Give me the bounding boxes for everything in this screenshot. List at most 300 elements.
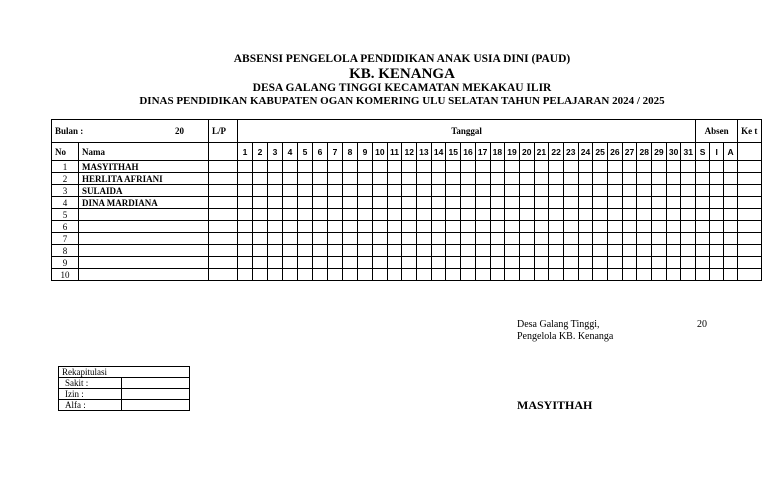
day-cell — [313, 245, 328, 257]
day-cell — [652, 257, 667, 269]
day-cell — [417, 233, 432, 245]
day-cell — [253, 257, 268, 269]
row-number: 7 — [52, 233, 79, 245]
day-cell — [268, 233, 283, 245]
day-cell — [652, 269, 667, 281]
day-cell — [358, 221, 373, 233]
day-cell — [461, 161, 476, 173]
row-name — [79, 245, 209, 257]
day-cell — [608, 269, 623, 281]
day-cell — [298, 209, 313, 221]
day-cell — [298, 161, 313, 173]
row-lp-cell — [209, 173, 238, 185]
day-cell — [238, 209, 253, 221]
day-cell — [373, 221, 388, 233]
row-lp-cell — [209, 257, 238, 269]
day-cell — [461, 269, 476, 281]
row-number: 2 — [52, 173, 79, 185]
day-cell — [666, 233, 681, 245]
day-cell — [549, 269, 564, 281]
day-cell — [563, 269, 578, 281]
day-cell — [343, 209, 358, 221]
day-cell — [238, 233, 253, 245]
day-cell — [402, 173, 417, 185]
day-cell — [608, 245, 623, 257]
day-cell — [431, 245, 446, 257]
row-name: MASYITHAH — [79, 161, 209, 173]
day-cell — [622, 173, 637, 185]
day-cell — [283, 257, 298, 269]
day-header-27: 27 — [622, 143, 637, 161]
absen-header: Absen — [696, 120, 738, 143]
ket-cell — [738, 257, 762, 269]
day-cell — [608, 173, 623, 185]
title-line-1: ABSENSI PENGELOLA PENDIDIKAN ANAK USIA DINI (PAUD) — [233, 53, 571, 65]
day-cell — [298, 245, 313, 257]
day-cell — [475, 197, 490, 209]
day-cell — [563, 173, 578, 185]
day-cell — [446, 233, 461, 245]
ket-cell — [738, 269, 762, 281]
day-cell — [313, 233, 328, 245]
day-cell — [519, 173, 534, 185]
day-cell — [253, 233, 268, 245]
day-cell — [343, 185, 358, 197]
day-header-21: 21 — [534, 143, 549, 161]
day-cell — [593, 185, 608, 197]
absen-cell — [724, 197, 738, 209]
absen-cell — [710, 185, 724, 197]
day-cell — [446, 209, 461, 221]
day-cell — [431, 269, 446, 281]
day-cell — [652, 161, 667, 173]
day-cell — [534, 257, 549, 269]
row-number: 4 — [52, 197, 79, 209]
day-cell — [298, 221, 313, 233]
day-cell — [505, 197, 520, 209]
day-cell — [549, 221, 564, 233]
day-cell — [268, 209, 283, 221]
day-cell — [608, 161, 623, 173]
day-cell — [578, 161, 593, 173]
day-cell — [298, 257, 313, 269]
day-cell — [490, 257, 505, 269]
absen-cell — [710, 209, 724, 221]
day-cell — [238, 197, 253, 209]
day-cell — [505, 161, 520, 173]
row-number: 6 — [52, 221, 79, 233]
day-cell — [431, 173, 446, 185]
day-cell — [253, 221, 268, 233]
day-cell — [652, 185, 667, 197]
day-cell — [402, 269, 417, 281]
day-cell — [431, 185, 446, 197]
day-cell — [283, 209, 298, 221]
day-cell — [373, 161, 388, 173]
row-number: 8 — [52, 245, 79, 257]
day-cell — [666, 221, 681, 233]
day-cell — [417, 197, 432, 209]
absen-cell — [696, 233, 710, 245]
day-cell — [563, 209, 578, 221]
row-number: 10 — [52, 269, 79, 281]
day-cell — [373, 245, 388, 257]
day-cell — [417, 185, 432, 197]
day-cell — [622, 197, 637, 209]
day-cell — [681, 173, 696, 185]
day-cell — [461, 185, 476, 197]
day-cell — [373, 257, 388, 269]
day-cell — [283, 245, 298, 257]
day-cell — [343, 161, 358, 173]
day-cell — [343, 269, 358, 281]
day-cell — [387, 173, 402, 185]
day-cell — [505, 209, 520, 221]
day-cell — [505, 221, 520, 233]
day-cell — [343, 257, 358, 269]
day-cell — [681, 197, 696, 209]
absen-cell — [710, 173, 724, 185]
day-cell — [608, 221, 623, 233]
no-header: No — [52, 143, 79, 161]
day-cell — [461, 173, 476, 185]
day-cell — [313, 269, 328, 281]
day-cell — [387, 257, 402, 269]
row-name: SULAIDA — [79, 185, 209, 197]
day-cell — [313, 185, 328, 197]
rekap-row — [59, 378, 190, 389]
day-cell — [475, 161, 490, 173]
lp-header: L/P — [209, 120, 238, 143]
signature-place: Desa Galang Tinggi, — [517, 319, 600, 330]
day-header-4: 4 — [283, 143, 298, 161]
day-cell — [490, 161, 505, 173]
bulan-cell — [52, 120, 209, 143]
day-cell — [402, 233, 417, 245]
day-cell — [549, 197, 564, 209]
day-cell — [313, 197, 328, 209]
day-cell — [608, 197, 623, 209]
day-cell — [431, 221, 446, 233]
day-cell — [343, 233, 358, 245]
day-cell — [563, 185, 578, 197]
day-cell — [268, 257, 283, 269]
day-cell — [446, 221, 461, 233]
day-cell — [387, 269, 402, 281]
day-cell — [475, 209, 490, 221]
day-cell — [637, 233, 652, 245]
day-cell — [328, 185, 343, 197]
absen-cell — [696, 209, 710, 221]
day-cell — [253, 173, 268, 185]
day-cell — [637, 257, 652, 269]
day-cell — [490, 233, 505, 245]
day-cell — [461, 245, 476, 257]
rekap-item-value — [122, 400, 190, 411]
day-cell — [652, 197, 667, 209]
day-cell — [534, 197, 549, 209]
day-cell — [490, 269, 505, 281]
day-cell — [490, 245, 505, 257]
day-cell — [505, 257, 520, 269]
ket-cell — [738, 173, 762, 185]
day-cell — [578, 257, 593, 269]
day-cell — [490, 209, 505, 221]
day-cell — [608, 209, 623, 221]
ket-cell — [738, 161, 762, 173]
row-lp-cell — [209, 245, 238, 257]
day-cell — [446, 161, 461, 173]
day-header-28: 28 — [637, 143, 652, 161]
day-cell — [475, 269, 490, 281]
day-header-23: 23 — [563, 143, 578, 161]
day-cell — [431, 209, 446, 221]
day-cell — [328, 161, 343, 173]
day-cell — [298, 197, 313, 209]
row-name — [79, 209, 209, 221]
day-cell — [461, 221, 476, 233]
row-lp-cell — [209, 161, 238, 173]
day-cell — [402, 185, 417, 197]
table-row — [52, 269, 762, 281]
table-row — [52, 197, 762, 209]
day-cell — [608, 233, 623, 245]
day-cell — [549, 161, 564, 173]
day-cell — [358, 257, 373, 269]
day-cell — [373, 209, 388, 221]
day-cell — [402, 221, 417, 233]
day-cell — [593, 161, 608, 173]
day-cell — [446, 257, 461, 269]
day-cell — [622, 221, 637, 233]
day-cell — [622, 185, 637, 197]
day-cell — [343, 245, 358, 257]
day-cell — [519, 185, 534, 197]
day-cell — [238, 245, 253, 257]
day-cell — [298, 269, 313, 281]
day-cell — [505, 173, 520, 185]
absen-cell — [710, 221, 724, 233]
day-cell — [534, 161, 549, 173]
rekap-row — [59, 400, 190, 411]
day-cell — [461, 197, 476, 209]
absen-cell — [696, 245, 710, 257]
day-cell — [563, 233, 578, 245]
day-cell — [519, 209, 534, 221]
rekap-title: Rekapitulasi — [59, 367, 190, 378]
day-cell — [358, 245, 373, 257]
day-cell — [298, 233, 313, 245]
day-cell — [578, 233, 593, 245]
day-cell — [578, 221, 593, 233]
row-number: 9 — [52, 257, 79, 269]
nama-header: Nama — [79, 143, 209, 161]
table-row — [52, 233, 762, 245]
day-cell — [505, 233, 520, 245]
day-cell — [593, 245, 608, 257]
day-cell — [253, 197, 268, 209]
absen-cell — [724, 245, 738, 257]
ket-sub-cell — [738, 143, 762, 161]
day-cell — [475, 185, 490, 197]
day-cell — [268, 161, 283, 173]
day-cell — [431, 197, 446, 209]
bulan-year: 20 — [175, 126, 184, 136]
day-cell — [534, 245, 549, 257]
day-cell — [519, 233, 534, 245]
row-lp-cell — [209, 185, 238, 197]
absen-code-a: A — [724, 143, 738, 161]
day-cell — [475, 257, 490, 269]
day-cell — [313, 161, 328, 173]
day-cell — [283, 233, 298, 245]
day-cell — [681, 245, 696, 257]
day-header-12: 12 — [402, 143, 417, 161]
ket-cell — [738, 197, 762, 209]
day-cell — [534, 221, 549, 233]
absen-cell — [710, 161, 724, 173]
day-cell — [402, 197, 417, 209]
table-row — [52, 173, 762, 185]
day-header-9: 9 — [358, 143, 373, 161]
absen-cell — [724, 221, 738, 233]
day-cell — [578, 185, 593, 197]
day-cell — [417, 269, 432, 281]
day-cell — [652, 221, 667, 233]
day-cell — [402, 161, 417, 173]
row-lp-cell — [209, 209, 238, 221]
day-cell — [549, 245, 564, 257]
ket-cell — [738, 233, 762, 245]
day-cell — [402, 209, 417, 221]
day-cell — [490, 173, 505, 185]
day-cell — [298, 185, 313, 197]
day-cell — [358, 197, 373, 209]
day-cell — [578, 269, 593, 281]
day-header-19: 19 — [505, 143, 520, 161]
day-cell — [417, 221, 432, 233]
day-cell — [637, 185, 652, 197]
table-row — [52, 245, 762, 257]
day-cell — [593, 257, 608, 269]
day-cell — [328, 209, 343, 221]
row-name — [79, 221, 209, 233]
day-cell — [505, 185, 520, 197]
ket-cell — [738, 185, 762, 197]
day-cell — [431, 161, 446, 173]
day-cell — [313, 209, 328, 221]
absen-cell — [724, 161, 738, 173]
row-lp-cell — [209, 197, 238, 209]
day-header-11: 11 — [387, 143, 402, 161]
lp-sub-cell — [209, 143, 238, 161]
absen-cell — [724, 185, 738, 197]
absen-cell — [710, 197, 724, 209]
title-line-3: DESA GALANG TINGGI KECAMATAN MEKAKAU ILIR — [252, 82, 552, 94]
absen-code-s: S — [696, 143, 710, 161]
absen-cell — [710, 245, 724, 257]
row-number: 1 — [52, 161, 79, 173]
ket-header: Ke t — [738, 120, 762, 143]
day-cell — [283, 161, 298, 173]
absen-cell — [724, 257, 738, 269]
day-cell — [373, 197, 388, 209]
day-cell — [373, 185, 388, 197]
day-cell — [328, 173, 343, 185]
day-cell — [666, 245, 681, 257]
day-cell — [505, 245, 520, 257]
day-cell — [313, 221, 328, 233]
day-cell — [549, 173, 564, 185]
day-cell — [417, 173, 432, 185]
ket-cell — [738, 245, 762, 257]
day-cell — [534, 233, 549, 245]
day-cell — [549, 257, 564, 269]
day-cell — [238, 185, 253, 197]
day-cell — [431, 233, 446, 245]
row-lp-cell — [209, 269, 238, 281]
rekap-item-label: Izin : — [59, 389, 122, 400]
day-cell — [681, 209, 696, 221]
day-cell — [622, 161, 637, 173]
day-cell — [446, 245, 461, 257]
row-number: 3 — [52, 185, 79, 197]
day-cell — [681, 161, 696, 173]
day-cell — [373, 233, 388, 245]
day-cell — [666, 185, 681, 197]
title-line-4: DINAS PENDIDIKAN KABUPATEN OGAN KOMERING ULU SELATAN TAHUN PELAJARAN 2024 / 2025 — [139, 95, 665, 107]
day-cell — [519, 269, 534, 281]
day-cell — [637, 197, 652, 209]
signer-name: MASYITHAH — [517, 398, 593, 412]
day-cell — [358, 185, 373, 197]
day-cell — [298, 173, 313, 185]
day-header-10: 10 — [373, 143, 388, 161]
day-cell — [328, 221, 343, 233]
day-cell — [534, 209, 549, 221]
day-cell — [268, 245, 283, 257]
day-cell — [268, 269, 283, 281]
day-cell — [534, 269, 549, 281]
day-cell — [343, 221, 358, 233]
day-cell — [681, 233, 696, 245]
day-cell — [622, 245, 637, 257]
day-cell — [681, 269, 696, 281]
rekap-item-label: Sakit : — [59, 378, 122, 389]
day-cell — [328, 245, 343, 257]
day-header-3: 3 — [268, 143, 283, 161]
day-header-29: 29 — [652, 143, 667, 161]
day-cell — [563, 221, 578, 233]
day-cell — [593, 209, 608, 221]
day-cell — [387, 245, 402, 257]
row-name — [79, 257, 209, 269]
day-cell — [681, 257, 696, 269]
day-cell — [402, 257, 417, 269]
day-cell — [549, 209, 564, 221]
table-header-row — [52, 120, 762, 143]
day-header-2: 2 — [253, 143, 268, 161]
day-cell — [549, 233, 564, 245]
day-header-30: 30 — [666, 143, 681, 161]
day-cell — [549, 185, 564, 197]
table-subheader-row — [52, 143, 762, 161]
day-cell — [622, 233, 637, 245]
day-cell — [387, 185, 402, 197]
day-cell — [358, 161, 373, 173]
day-cell — [268, 221, 283, 233]
day-header-16: 16 — [461, 143, 476, 161]
